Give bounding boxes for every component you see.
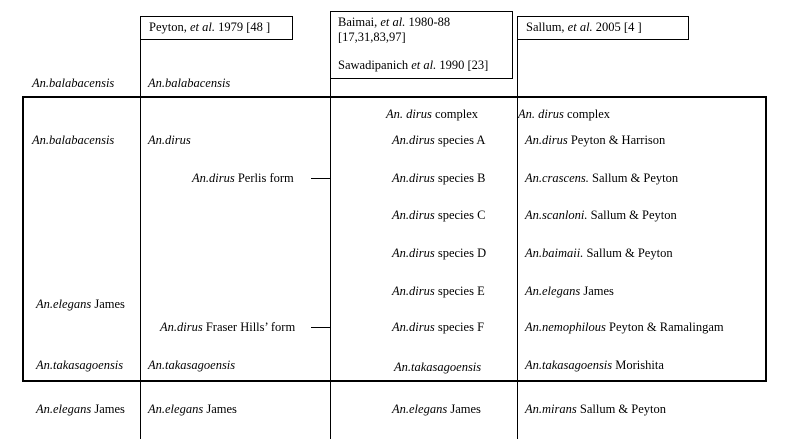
row1-col3-species: An. dirus — [386, 107, 432, 121]
row7-col2-species: An.dirus — [160, 320, 203, 334]
row9-col3-text: James — [447, 402, 481, 416]
row1-col4-species: An. dirus — [518, 107, 564, 121]
row3-col2-text: Perlis form — [234, 171, 294, 185]
sawadipanich-etal: et al. — [411, 58, 437, 72]
row9-col4-species: An.mirans — [525, 402, 577, 416]
row8-col4-species: An.takasagoensis — [525, 358, 613, 372]
baimai-etal: et al. — [380, 15, 406, 29]
fraser-connector — [311, 327, 330, 328]
row6-col1-species: An.elegans — [36, 297, 92, 311]
baimai-author: Baimai, — [338, 15, 381, 29]
row4-col3-text: species C — [434, 208, 486, 222]
row1-col4-text: complex — [563, 107, 611, 121]
row0-col1-species: An.balabacensis — [32, 76, 115, 90]
row9-col1-species: An.elegans — [36, 402, 92, 416]
row2-col1-species: An.balabacensis — [32, 133, 115, 147]
row3-col4-text: Sallum & Peyton — [588, 171, 679, 185]
row7-col3-species: An.dirus — [392, 320, 435, 334]
row5-col4-species: An.baimaii. — [525, 246, 584, 260]
header-baimai — [330, 11, 513, 79]
row8-col2-species: An.takasagoensis — [148, 358, 236, 372]
row4-col3-species: An.dirus — [392, 208, 435, 222]
baimai-refs: [17,31,83,97] — [338, 30, 406, 44]
row2-col3-species: An.dirus — [392, 133, 435, 147]
row5-col3-text: species D — [434, 246, 487, 260]
row8-col4-text: Morishita — [612, 358, 664, 372]
row4-col4-text: Sallum & Peyton — [587, 208, 677, 222]
row9-col4-text: Sallum & Peyton — [576, 402, 666, 416]
row1-col3-text: complex — [431, 107, 479, 121]
row3-col2-species: An.dirus — [192, 171, 235, 185]
row5-col4-text: Sallum & Peyton — [583, 246, 673, 260]
perlis-connector — [311, 178, 330, 179]
row3-col4-species: An.crascens. — [525, 171, 589, 185]
sawadipanich-year: 1990 [23] — [436, 58, 489, 72]
peyton-year: 1979 [48 ] — [214, 20, 271, 34]
row2-col4-species: An.dirus — [525, 133, 568, 147]
row9-col2-text: James — [203, 402, 237, 416]
row2-col2-species: An.dirus — [148, 133, 191, 147]
row9-col1-text: James — [91, 402, 125, 416]
row7-col2-text: Fraser Hills’ form — [202, 320, 296, 334]
row2-col3-text: species A — [434, 133, 486, 147]
row9-col2-species: An.elegans — [148, 402, 204, 416]
row6-col4-species: An.elegans — [525, 284, 581, 298]
peyton-etal: et al. — [189, 20, 215, 34]
peyton-author: Peyton, — [149, 20, 190, 34]
row8-col3-species: An.takasagoensis — [394, 360, 482, 374]
row7-col4-species: An.nemophilous — [525, 320, 606, 334]
row6-col4-text: James — [580, 284, 614, 298]
row2-col4-text: Peyton & Harrison — [567, 133, 666, 147]
row6-col3-species: An.dirus — [392, 284, 435, 298]
row3-col3-text: species B — [434, 171, 486, 185]
baimai-year: 1980-88 — [405, 15, 451, 29]
row0-col2-species: An.balabacensis — [148, 76, 231, 90]
sawadipanich-author: Sawadipanich — [338, 58, 412, 72]
row5-col3-species: An.dirus — [392, 246, 435, 260]
sallum-author: Sallum, — [526, 20, 568, 34]
row7-col3-text: species F — [434, 320, 485, 334]
row9-col3-species: An.elegans — [392, 402, 448, 416]
sallum-year: 2005 [4 ] — [592, 20, 642, 34]
row7-col4-text: Peyton & Ramalingam — [605, 320, 724, 334]
row6-col1-text: James — [91, 297, 125, 311]
row4-col4-species: An.scanloni. — [525, 208, 588, 222]
row6-col3-text: species E — [434, 284, 485, 298]
row8-col1-species: An.takasagoensis — [36, 358, 124, 372]
header-peyton — [140, 16, 293, 40]
header-sallum — [517, 16, 689, 40]
sallum-etal: et al. — [567, 20, 593, 34]
row3-col3-species: An.dirus — [392, 171, 435, 185]
